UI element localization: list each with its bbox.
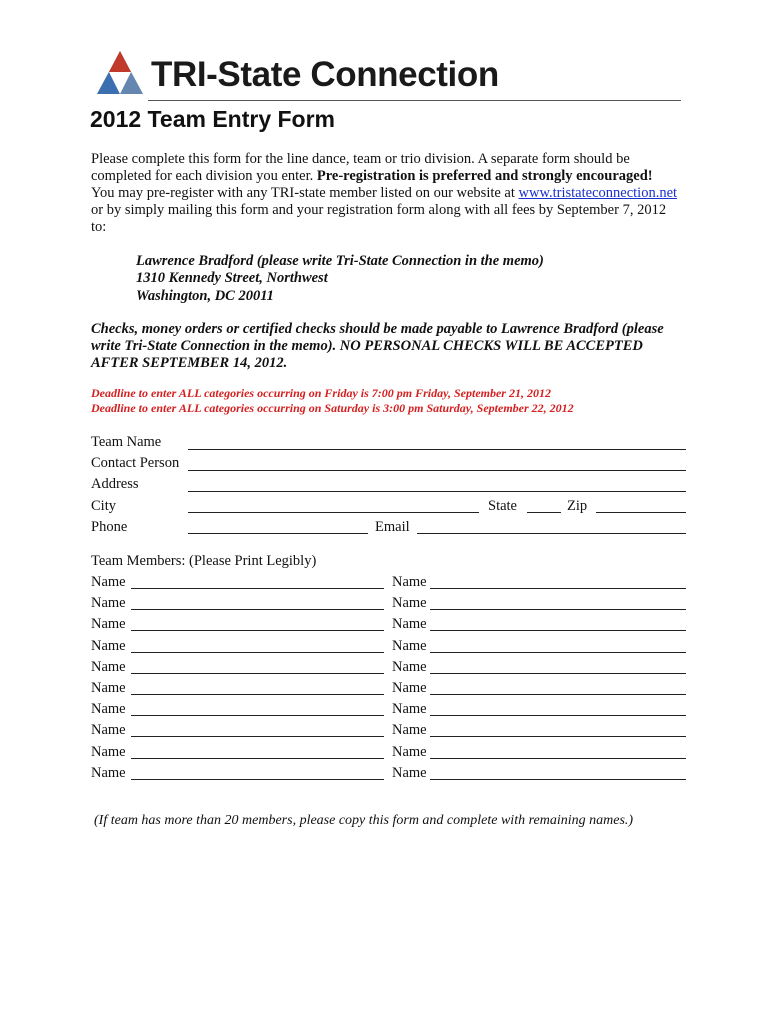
member-name-label: Name <box>91 722 126 739</box>
member-name-label: Name <box>91 574 126 590</box>
zip-label: Zip <box>567 498 588 514</box>
member-name-label: Name <box>392 680 427 696</box>
intro-line-2-text: completed for each division you enter. <box>91 168 317 184</box>
member-name-label: Name <box>91 743 126 760</box>
city-field[interactable] <box>188 512 479 513</box>
team-members-heading: Team Members: (Please Print Legibly) <box>91 553 317 569</box>
checks-line-3: AFTER SEPTEMBER 14, 2012. <box>91 355 288 371</box>
preregistration-emphasis: Pre-registration is preferred and strongly encouraged! <box>316 168 653 184</box>
intro-line-5: to: <box>91 219 107 235</box>
member-name-field-left[interactable] <box>131 758 384 759</box>
email-field[interactable] <box>417 533 686 534</box>
member-name-label: Name <box>91 680 126 696</box>
member-name-label: Name <box>392 722 427 739</box>
org-name: TRI-State Connection <box>151 55 499 94</box>
member-name-field-right[interactable] <box>430 609 686 610</box>
member-name-field-right[interactable] <box>430 758 686 759</box>
member-name-field-right[interactable] <box>430 715 686 716</box>
address-line-2: 1310 Kennedy Street, Northwest <box>136 270 328 286</box>
member-name-label: Name <box>91 637 126 654</box>
contact-person-field[interactable] <box>188 470 686 471</box>
phone-field[interactable] <box>188 533 368 534</box>
team-name-label: Team Name <box>91 434 162 450</box>
member-name-field-right[interactable] <box>430 736 686 737</box>
phone-label: Phone <box>91 519 128 535</box>
state-field[interactable] <box>527 512 561 513</box>
member-name-field-left[interactable] <box>131 779 384 780</box>
intro-line-4: or by simply mailing this form and your registration form along with all fees by September 7, 2012 <box>91 202 667 218</box>
member-name-label: Name <box>91 701 126 718</box>
member-name-label: Name <box>91 764 126 781</box>
member-name-label: Name <box>91 616 126 633</box>
tristate-logo <box>95 50 145 96</box>
member-name-field-right[interactable] <box>430 588 686 589</box>
member-name-field-right[interactable] <box>430 779 686 780</box>
email-label: Email <box>375 519 410 535</box>
checks-line-1: Checks, money orders or certified checks should be made payable to Lawrence Bradford (please <box>91 321 664 337</box>
intro-line-3 <box>91 185 677 202</box>
member-name-label: Name <box>392 764 427 781</box>
footer-note: (If team has more than 20 members, please copy this form and complete with remaining names.) <box>94 813 634 828</box>
member-name-label: Name <box>392 574 427 590</box>
member-name-field-left[interactable] <box>131 736 384 737</box>
state-label: State <box>488 498 517 514</box>
address-line-3: Washington, DC 20011 <box>136 288 274 304</box>
deadline-saturday: Deadline to enter ALL categories occurring on Saturday is 3:00 pm Saturday, September 22, 2012 <box>91 401 574 415</box>
member-name-field-left[interactable] <box>131 715 384 716</box>
member-name-field-left[interactable] <box>131 694 384 695</box>
member-name-label: Name <box>392 743 427 760</box>
address-label: Address <box>91 476 139 492</box>
member-name-label: Name <box>392 658 427 675</box>
form-title: 2012 Team Entry Form <box>90 106 336 132</box>
member-name-field-right[interactable] <box>430 694 686 695</box>
member-name-label: Name <box>392 616 427 633</box>
header-divider <box>148 100 681 101</box>
member-name-field-left[interactable] <box>131 588 384 589</box>
address-field[interactable] <box>188 491 686 492</box>
intro-line-2 <box>91 168 653 185</box>
member-name-label: Name <box>392 701 427 718</box>
member-name-field-left[interactable] <box>131 652 384 653</box>
member-name-label: Name <box>91 595 126 612</box>
zip-field[interactable] <box>596 512 686 513</box>
city-label: City <box>91 498 116 514</box>
member-name-label: Name <box>392 595 427 612</box>
address-line-1: Lawrence Bradford (please write Tri-State Connection in the memo) <box>136 253 544 269</box>
intro-line-1: Please complete this form for the line dance, team or trio division. A separate form should be <box>91 151 630 167</box>
member-name-field-left[interactable] <box>131 673 384 674</box>
member-name-label: Name <box>91 658 126 675</box>
member-name-field-right[interactable] <box>430 673 686 674</box>
deadline-friday: Deadline to enter ALL categories occurring on Friday is 7:00 pm Friday, September 21, 2012 <box>91 386 551 400</box>
member-name-label: Name <box>392 637 427 654</box>
checks-line-2: write Tri-State Connection in the memo). NO PERSONAL CHECKS WILL BE ACCEPTED <box>91 338 643 354</box>
member-name-field-right[interactable] <box>430 652 686 653</box>
team-name-field[interactable] <box>188 449 686 450</box>
member-name-field-left[interactable] <box>131 609 384 610</box>
member-name-field-left[interactable] <box>131 630 384 631</box>
member-name-field-right[interactable] <box>430 630 686 631</box>
intro-line-3-text: You may pre-register with any TRI-state member listed on our website at <box>91 185 519 201</box>
contact-person-label: Contact Person <box>91 455 180 471</box>
website-link[interactable]: www.tristateconnection.net <box>518 185 678 201</box>
